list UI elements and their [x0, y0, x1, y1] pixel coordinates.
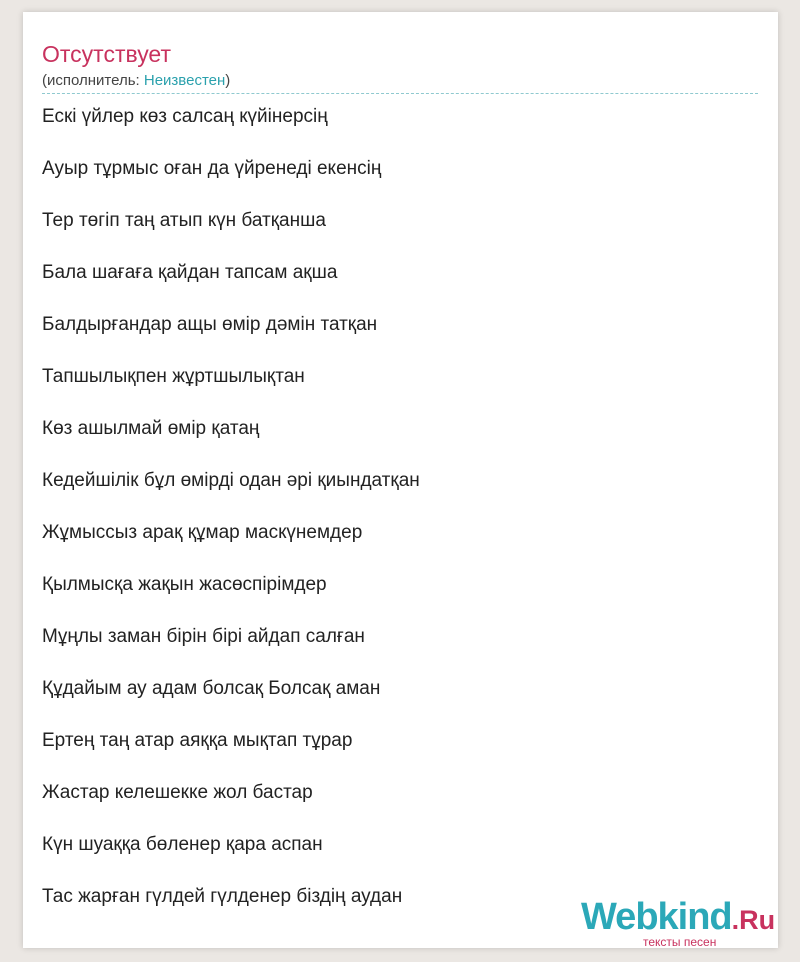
- lyric-line: Жұмыссыз арақ құмар маскүнемдер: [42, 522, 363, 543]
- lyrics-list: [42, 105, 420, 937]
- title-separator: [42, 93, 758, 94]
- lyric-line: Мұңлы заман бірін бірі айдап салған: [42, 626, 365, 647]
- webkind-logo[interactable]: [581, 896, 776, 949]
- logo-tld: .Ru: [731, 905, 776, 935]
- lyric-line: Тер төгіп таң атып күн батқанша: [42, 210, 326, 231]
- lyric-line: Балдырғандар ащы өмір дәмін татқан: [42, 314, 378, 335]
- lyrics-page: [23, 12, 778, 948]
- lyric-line: Қылмысқа жақын жасөспірімдер: [42, 574, 327, 595]
- artist-suffix: ): [225, 72, 231, 89]
- logo-wordmark: [581, 898, 775, 936]
- lyric-line: Ескі үйлер көз салсаң күйінерсің: [42, 106, 328, 127]
- logo-tagline: тексты песен: [643, 935, 717, 949]
- artist-link[interactable]: Неизвестен: [143, 72, 226, 89]
- lyric-line: Бала шағаға қайдан тапсам ақша: [42, 262, 338, 283]
- lyric-line: Ауыр тұрмыс оған да үйренеді екенсің: [42, 158, 382, 179]
- lyric-line: Кедейшілік бұл өмірді одан әрі қиындатқан: [42, 470, 420, 491]
- lyric-line: Көз ашылмай өмір қатаң: [42, 418, 260, 439]
- lyric-line: Ертең таң атар аяққа мықтап тұрар: [42, 730, 353, 751]
- artist-prefix: (исполнитель:: [42, 72, 144, 89]
- lyric-line: Тапшылықпен жұртшылықтан: [42, 366, 305, 387]
- lyric-line: Құдайым ау адам болсақ Болсақ аман: [42, 678, 381, 699]
- logo-main-text: Webkind: [581, 896, 732, 938]
- artist-line: [42, 73, 230, 88]
- lyric-line: Тас жарған гүлдей гүлденер біздің аудан: [42, 886, 403, 907]
- song-title: Отсутствует: [42, 41, 171, 67]
- lyric-line: Күн шуаққа бөленер қара аспан: [42, 834, 323, 855]
- lyric-line: Жастар келешекке жол бастар: [42, 782, 313, 803]
